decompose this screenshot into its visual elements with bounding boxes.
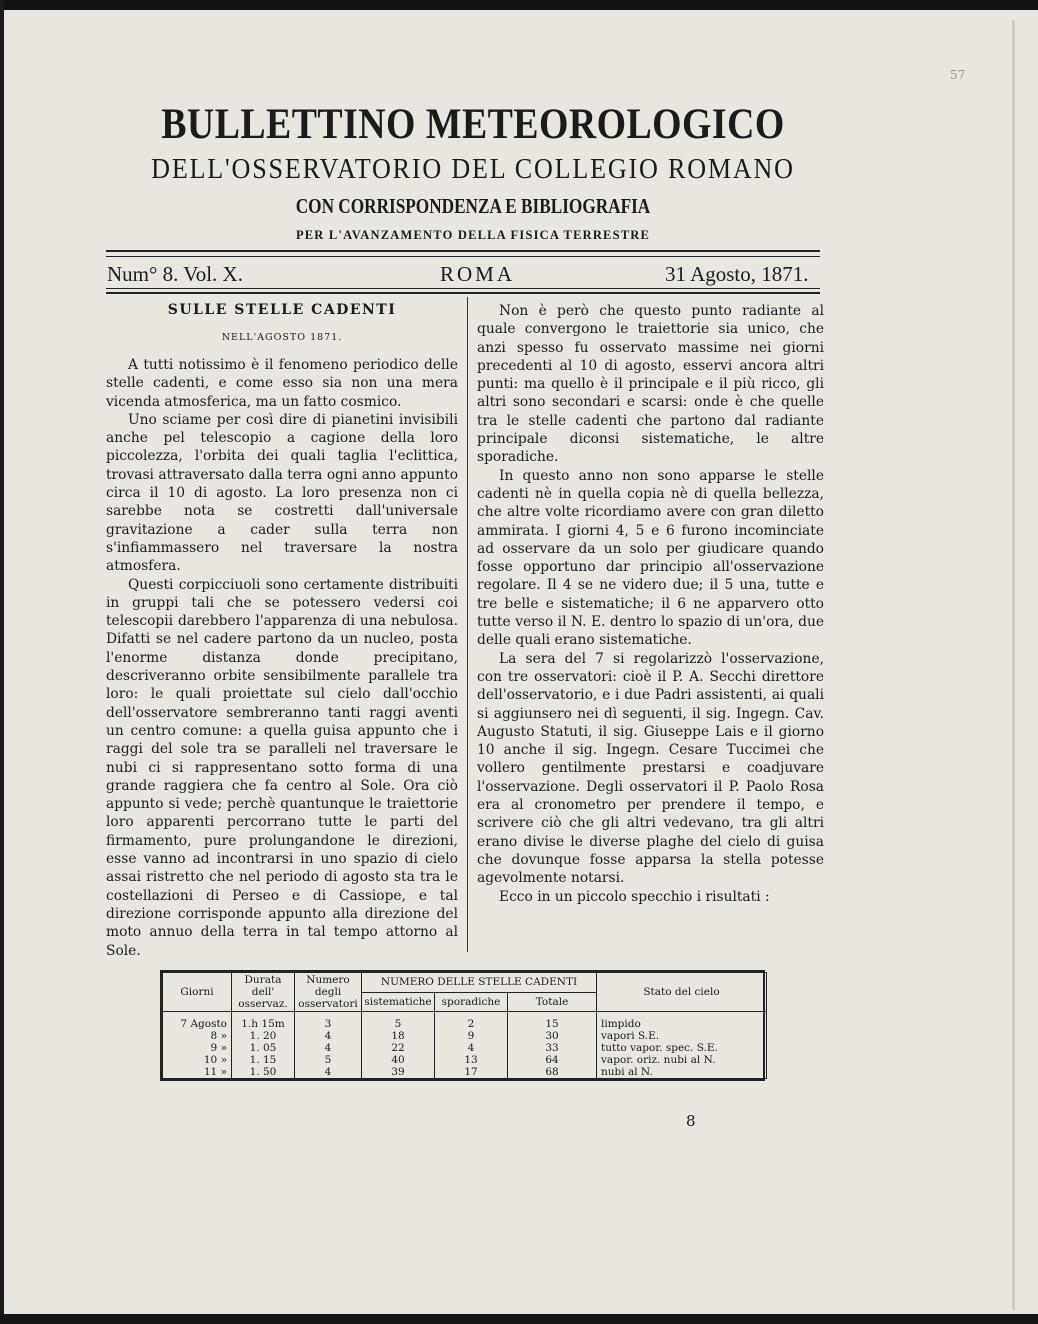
cell-osservatori: 4	[295, 1042, 362, 1054]
scan-top-edge	[0, 0, 1038, 10]
cell-giorno: 9	[210, 1042, 218, 1054]
table-row	[163, 1066, 767, 1079]
cell-sistematiche: 40	[362, 1054, 435, 1066]
cell-totale: 15	[508, 1012, 597, 1031]
masthead-line4: PER L'AVANZAMENTO DELLA FISICA TERRESTRE	[295, 228, 651, 242]
paragraph: Non è però che questo punto radiante al quale convergono le traiettorie sia unico, che anzi spesso fu osservato massime nei giorni precedenti al 10 di agosto, esservi ancora altri punti: ma quello è il principale e il più ricco, gli altri sono secondari e scarsi: onde è che quelle tra le stelle cadenti che partono dal radiante principale diconsi sistematiche, le altre sporadiche.	[477, 303, 824, 466]
masthead-subtitle: DELL'OSSERVATORIO DEL COLLEGIO ROMANO	[151, 153, 795, 185]
paragraph: A tutti notissimo è il fenomeno periodico delle stelle cadenti, e come esso sia non una mera vicenda atmosferica, ma un fatto cosmico.	[106, 357, 458, 410]
column-divider	[467, 297, 468, 952]
header-sistematiche: sistematiche	[362, 992, 435, 1012]
page-number: 8	[686, 1112, 696, 1130]
cell-stato: nubi al N.	[597, 1066, 767, 1079]
article-subtitle: NELL'AGOSTO 1871.	[221, 332, 343, 343]
cell-osservatori: 4	[295, 1066, 362, 1079]
masthead-title: BULLETTINO METEOROLOGICO	[161, 101, 785, 148]
cell-durata: 1.h 15m	[232, 1012, 295, 1031]
paragraph: Questi corpicciuoli sono certamente distribuiti in gruppi tali che se potessero vedersi coi telescopii darebbero l'apparenza di una nebulosa. Difatti se nel cadere partono da un nucleo, posta l'enorme distanza donde precipitano, descriveranno orbite sensibilmente parallele tra loro: le quali proiettate sul cielo dall'occhio dell'osservatore sembreranno tanti raggi aventi un centro comune: a quella guisa appunto che i raggi del sole tra se paralleli nel traversare le nubi ci si rappresentano sotto forma di una grande raggiera che fa centro al Sole. Ora ciò appunto si vede; perchè quantunque le traiettorie loro apparenti percorrano tutte le parti del firmamento, pure prolungandone le direzioni, esse vanno ad incontrarsi in uno spazio di cielo assai ristretto che nel periodo di agosto sta tra le costellazioni di Perseo e di Cassiope, e tal direzione corrisponde appunto alla direzione del moto annuo della terra in tal tempo attorno al Sole.	[106, 576, 458, 959]
cell-durata: 1. 20	[232, 1030, 295, 1042]
table-row	[163, 1012, 767, 1031]
cell-osservatori: 5	[295, 1054, 362, 1066]
paragraph: Ecco in un piccolo specchio i risultati :	[499, 888, 770, 905]
cell-mese: »	[220, 1030, 227, 1042]
cell-sporadiche: 13	[435, 1054, 508, 1066]
results-table	[162, 972, 767, 1079]
results-table-wrap	[160, 970, 765, 1081]
cell-durata: 1. 05	[232, 1042, 295, 1054]
cell-mese: Agosto	[190, 1018, 227, 1030]
cell-sistematiche: 39	[362, 1066, 435, 1079]
issue-number: Num° 8. Vol. X.	[107, 262, 243, 286]
scan-left-edge	[0, 0, 4, 1324]
table-row	[163, 1054, 767, 1066]
cell-totale: 33	[508, 1042, 597, 1054]
masthead-line3: CON CORRISPONDENZA E BIBLIOGRAFIA	[295, 194, 651, 218]
rule-thin-bottom	[106, 288, 820, 289]
cell-sporadiche: 2	[435, 1012, 508, 1031]
table-row	[163, 1042, 767, 1054]
rule-thick-top	[106, 250, 820, 252]
cell-mese: »	[220, 1054, 227, 1066]
paragraph: In questo anno non sono apparse le stelle cadenti nè in quella copia nè di quella bellezza, che altre volte ricordiamo avere con gran diletto ammirata. I giorni 4, 5 e 6 furono incominciate ad osservare da un solo per giudicare quando fosse opportuno dar principio all'osservazione regolare. Il 4 se ne videro due; il 5 una, tutte e tre belle e sistematiche; il 6 ne apparvero otto tutte verso il N. E. dentro lo spazio di un'ora, due delle quali erano sistematiche.	[477, 467, 824, 649]
right-column	[477, 302, 824, 906]
cell-osservatori: 4	[295, 1030, 362, 1042]
header-numero-stelle: NUMERO DELLE STELLE CADENTI	[362, 973, 597, 993]
cell-giorno: 11	[203, 1066, 218, 1078]
issue-city: ROMA	[440, 262, 516, 286]
cell-sistematiche: 18	[362, 1030, 435, 1042]
cell-giorno: 8	[210, 1030, 218, 1042]
cell-stato: vapori S.E.	[597, 1030, 767, 1042]
cell-giorno: 10	[203, 1054, 218, 1066]
table-row	[163, 1030, 767, 1042]
cell-stato: limpido	[597, 1012, 767, 1031]
cell-durata: 1. 50	[232, 1066, 295, 1079]
corner-mark: 57	[950, 68, 966, 82]
rule-thick-bottom	[106, 292, 820, 294]
rule-thin-top	[106, 256, 820, 257]
page-right-edge	[1012, 20, 1015, 1310]
cell-giorno: 7	[180, 1018, 188, 1030]
cell-stato: vapor. oriz. nubi al N.	[597, 1054, 767, 1066]
header-durata: Durata dell' osservaz.	[232, 973, 295, 1012]
cell-mese: »	[220, 1066, 227, 1078]
cell-sporadiche: 9	[435, 1030, 508, 1042]
cell-sporadiche: 17	[435, 1066, 508, 1079]
cell-totale: 68	[508, 1066, 597, 1079]
header-giorni: Giorni	[163, 973, 232, 1012]
header-totale: Totale	[508, 992, 597, 1012]
cell-sistematiche: 22	[362, 1042, 435, 1054]
scan-bottom-edge	[0, 1314, 1038, 1324]
paragraph: La sera del 7 si regolarizzò l'osservazione, con tre osservatori: cioè il P. A. Secchi direttore dell'osservatorio, e i due Padri assistenti, ai quali si aggiunsero nei dì seguenti, il sig. Ingegn. Cav. Augusto Statuti, il sig. Giuseppe Lais e il giorno 10 anche il sig. Ingegn. Cesare Tuccimei che vollero gentilmente prestarsi e coadjuvare l'osservazione. Degli osservatori il P. Paolo Rosa era al cronometro per prendere il tempo, e scrivere ciò che gli altri vedevano, tra gli altri erano divise le diverse plaghe del cielo di guisa che dovunque fosse apparsa la stella potesse agevolmente notarsi.	[477, 650, 824, 887]
cell-totale: 64	[508, 1054, 597, 1066]
cell-osservatori: 3	[295, 1012, 362, 1031]
cell-sporadiche: 4	[435, 1042, 508, 1054]
header-numero-osservatori: Numero degli osservatori	[295, 973, 362, 1012]
cell-totale: 30	[508, 1030, 597, 1042]
cell-mese: »	[220, 1042, 227, 1054]
cell-durata: 1. 15	[232, 1054, 295, 1066]
header-stato: Stato del cielo	[597, 973, 767, 1012]
paragraph: Uno sciame per così dire di pianetini invisibili anche pel telescopio a cagione della loro piccolezza, l'orbita dei quali taglia l'eclittica, trovasi attraversato dalla terra ogni anno appunto circa il 10 di agosto. La loro presenza non ci sarebbe nota se costretti dall'universale gravitazione a cader sulla terra non s'infiammassero nel traversare la nostra atmosfera.	[106, 411, 458, 575]
left-column	[106, 356, 458, 960]
issue-date: 31 Agosto, 1871.	[665, 262, 809, 286]
article-title: SULLE STELLE CADENTI	[167, 302, 397, 318]
header-sporadiche: sporadiche	[435, 992, 508, 1012]
cell-sistematiche: 5	[362, 1012, 435, 1031]
cell-stato: tutto vapor. spec. S.E.	[597, 1042, 767, 1054]
